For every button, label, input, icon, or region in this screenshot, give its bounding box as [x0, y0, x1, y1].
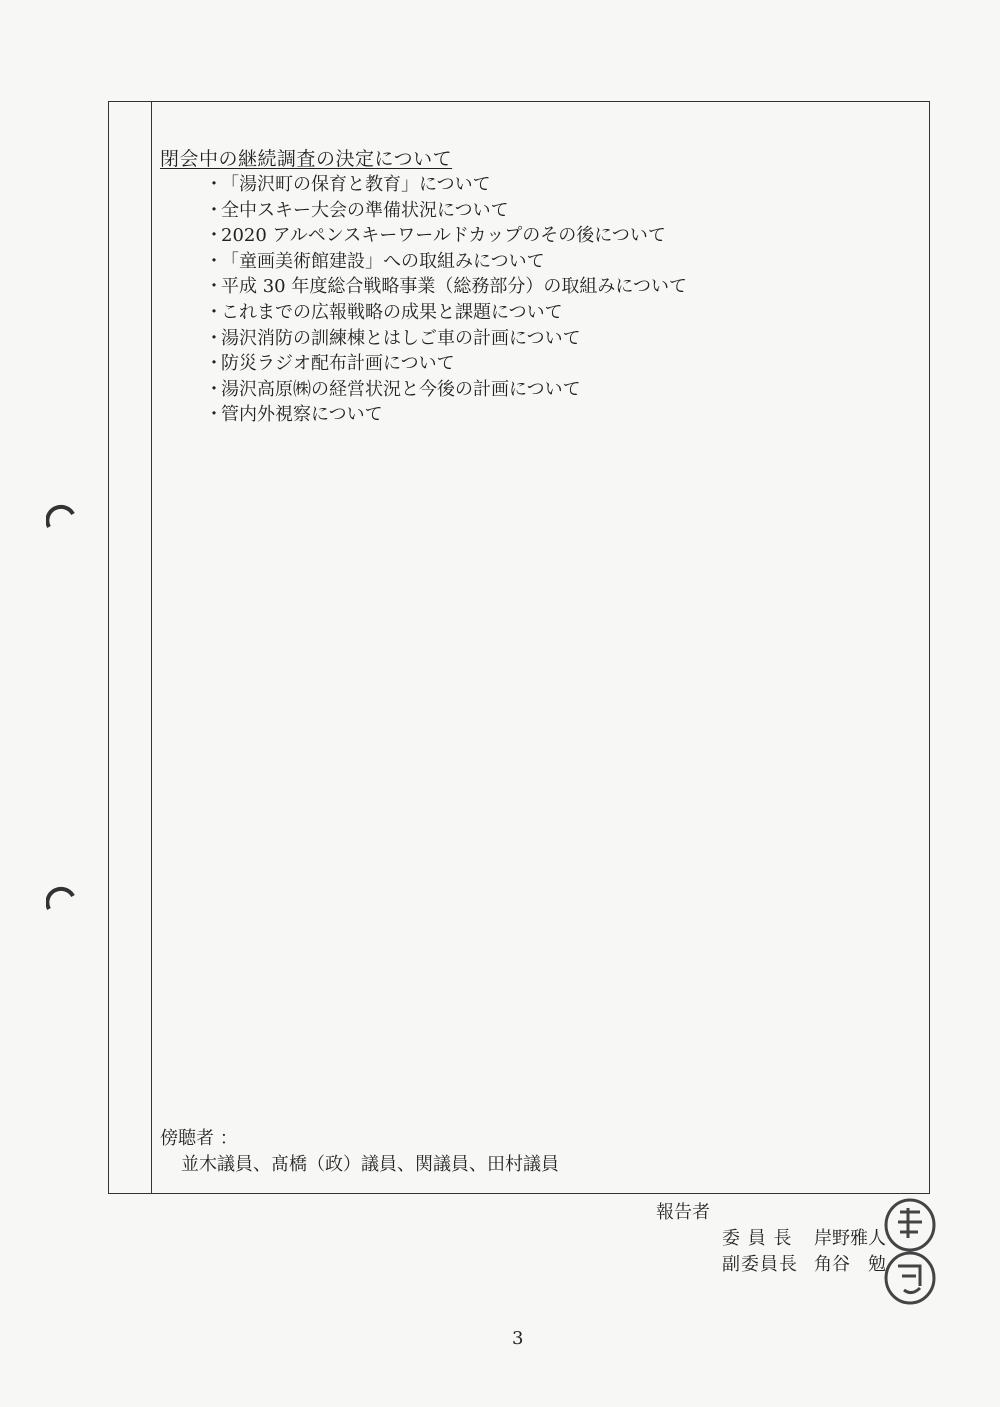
list-item-text: 管内外視察について — [221, 404, 383, 426]
page-number: 3 — [512, 1328, 524, 1349]
list-item — [205, 198, 687, 224]
list-item — [205, 326, 687, 352]
chair-signature-row — [722, 1224, 886, 1250]
punch-hole-icon — [46, 882, 76, 912]
frame-margin-divider — [151, 102, 152, 1193]
audience-label: 傍聴者 ： — [160, 1128, 238, 1149]
list-item — [205, 377, 687, 403]
seal-stamp-icon — [880, 1198, 940, 1308]
bullet-icon: ・ — [205, 199, 223, 221]
bullet-icon: ・ — [205, 353, 223, 375]
list-item — [205, 351, 687, 377]
bullet-icon: ・ — [205, 174, 223, 195]
list-item-text: 防災ラジオ配布計画について — [221, 353, 455, 375]
vice-chair-name: 角谷 勉 — [814, 1254, 886, 1275]
vice-chair-signature-row — [722, 1250, 886, 1276]
vice-chair-role: 副委員長 — [722, 1254, 798, 1275]
list-item — [205, 274, 687, 300]
list-item-text: 平成 30 年度総合戦略事業（総務部分）の取組みについて — [221, 276, 687, 298]
chair-role: 委 員 長 — [722, 1228, 793, 1249]
punch-hole-icon — [46, 500, 76, 530]
list-item-text: 2020 アルペンスキーワールドカップのその後について — [221, 225, 666, 247]
bullet-icon: ・ — [205, 250, 223, 272]
list-item — [205, 300, 687, 326]
list-item-text: 全中スキー大会の準備状況について — [221, 199, 509, 221]
list-item-text: 湯沢消防の訓練棟とはしご車の計画について — [221, 327, 581, 349]
bullet-icon: ・ — [205, 404, 223, 426]
list-item-text: 湯沢高原㈱の経営状況と今後の計画について — [221, 378, 581, 400]
audience-names: 並木議員、髙橋（政）議員、関議員、田村議員 — [181, 1154, 559, 1175]
section-heading: 閉会中の継続調査の決定について — [160, 148, 453, 170]
bullet-icon: ・ — [205, 378, 223, 400]
bullet-icon: ・ — [205, 327, 223, 349]
list-item — [205, 223, 687, 249]
reporter-label: 報告者 — [656, 1202, 710, 1223]
list-item-text: 「童画美術館建設」への取組みについて — [221, 250, 545, 272]
list-item-text: 「湯沢町の保育と教育」について — [221, 174, 491, 195]
list-item — [205, 249, 687, 275]
list-item-text: これまでの広報戦略の成果と課題について — [221, 301, 563, 323]
chair-name: 岸野雅人 — [814, 1228, 886, 1249]
list-item — [205, 172, 687, 198]
bullet-icon: ・ — [205, 301, 223, 323]
bullet-icon: ・ — [205, 225, 223, 247]
bullet-icon: ・ — [205, 276, 223, 298]
list-item — [205, 402, 687, 428]
investigation-list — [205, 172, 687, 428]
